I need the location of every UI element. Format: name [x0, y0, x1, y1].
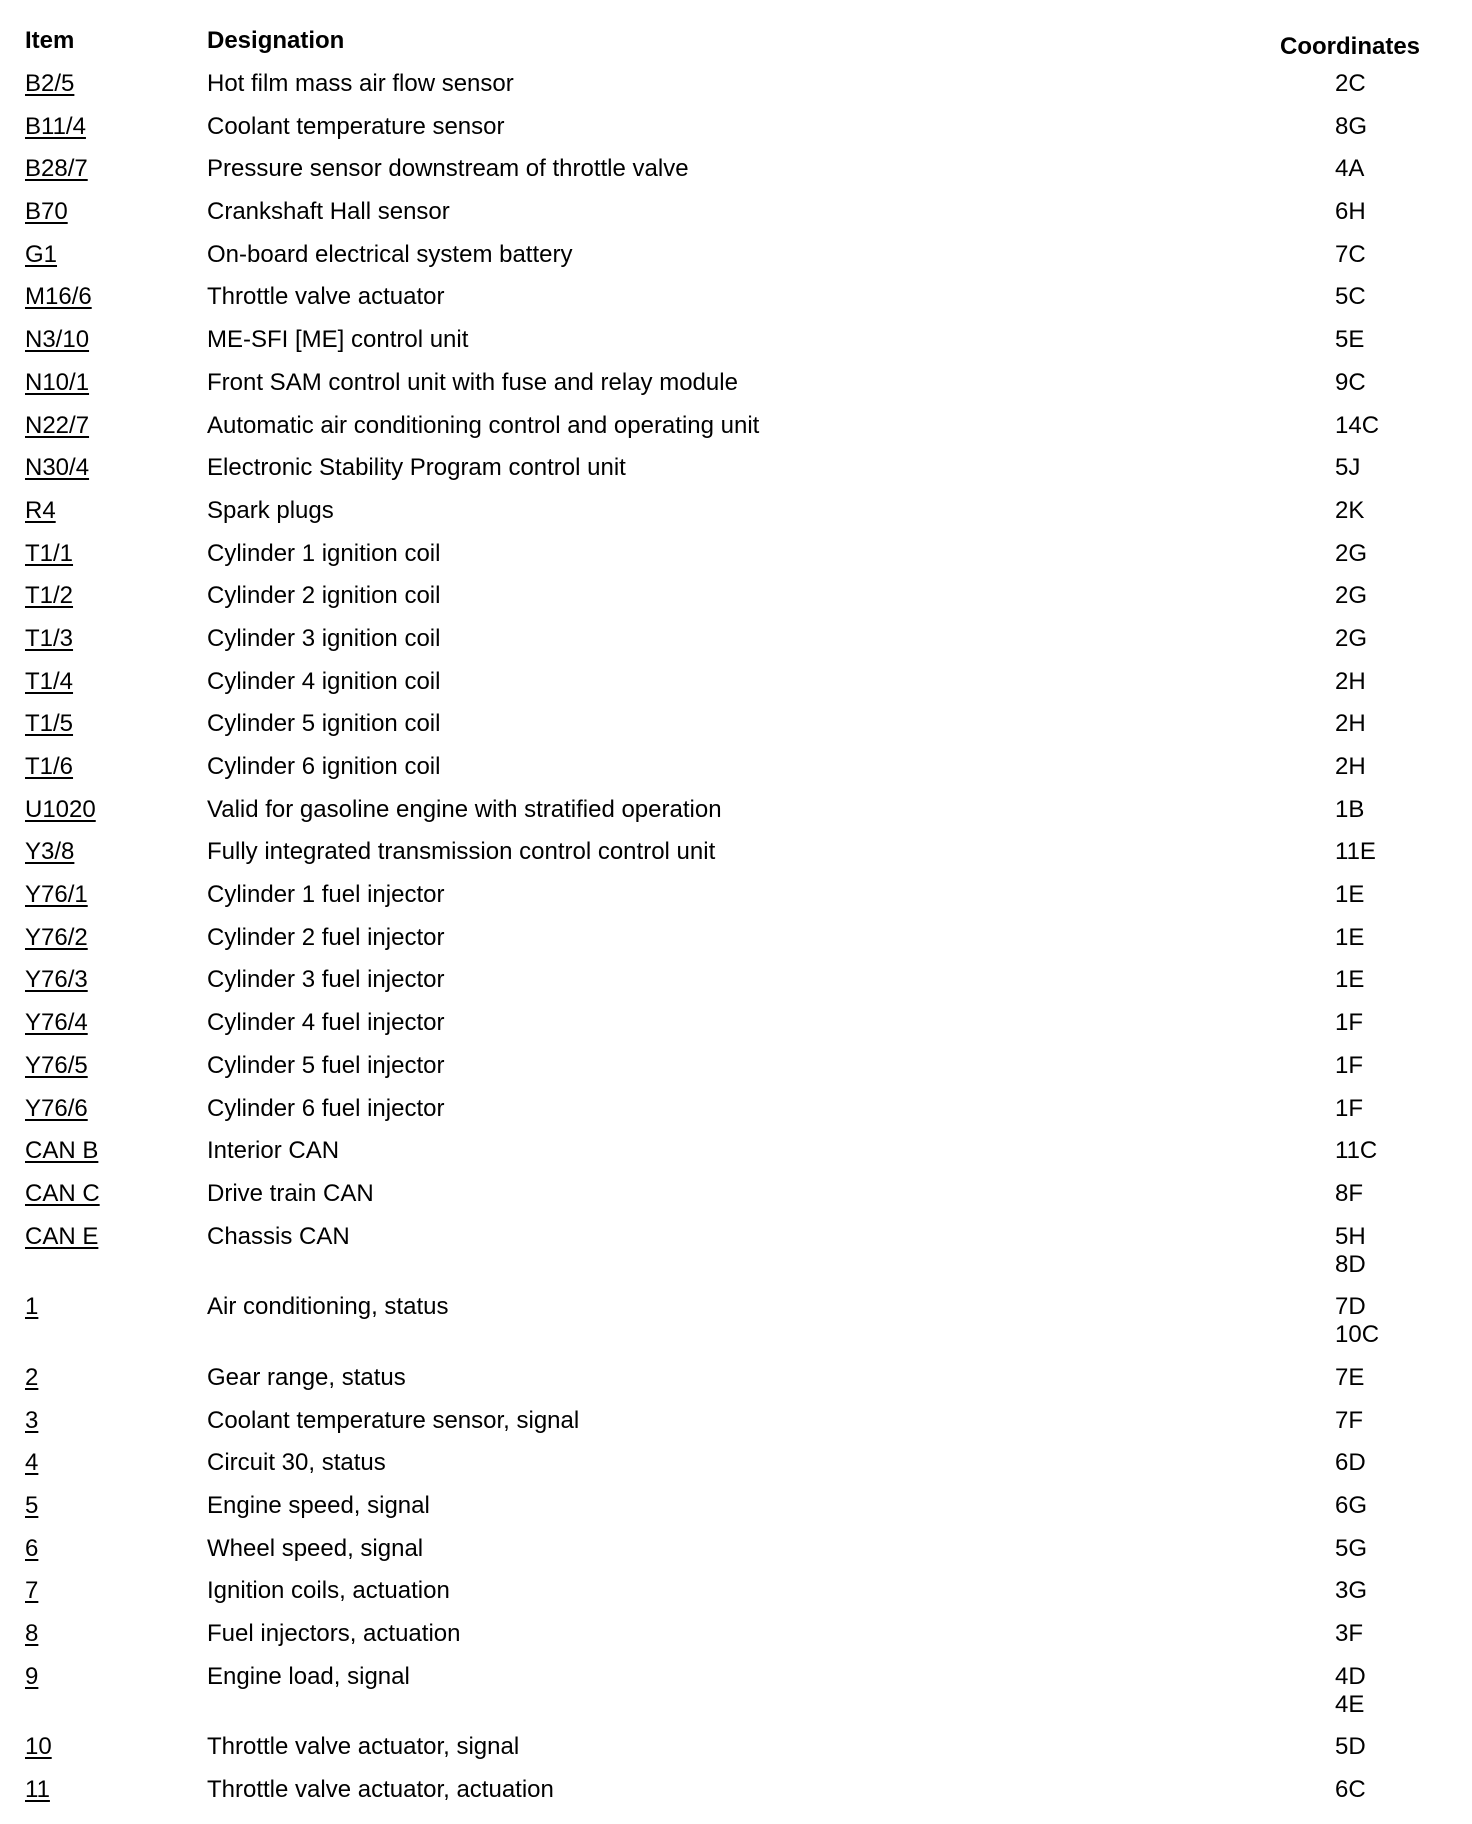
coordinate-value: 9C	[1335, 368, 1366, 396]
table-row	[0, 966, 1472, 1009]
coordinates-cell	[1309, 1223, 1366, 1279]
item-link[interactable]: CAN E	[25, 1222, 99, 1250]
designation-cell: Cylinder 3 fuel injector	[207, 966, 445, 994]
coordinate-value: 5D	[1335, 1733, 1366, 1761]
designation-cell: Drive train CAN	[207, 1179, 374, 1207]
coordinates-cell	[1309, 198, 1366, 226]
designation-cell: Chassis CAN	[207, 1222, 350, 1250]
coordinate-value: 6C	[1335, 1776, 1366, 1804]
designation-cell: Interior CAN	[207, 1137, 340, 1165]
coordinates-cell	[1309, 881, 1364, 909]
item-cell	[0, 326, 207, 354]
coordinate-value: 7F	[1335, 1406, 1364, 1434]
item-link[interactable]: 10	[25, 1733, 52, 1761]
item-link[interactable]: B11/4	[25, 112, 86, 140]
item-link[interactable]: T1/2	[25, 582, 74, 610]
designation-cell: Cylinder 1 ignition coil	[207, 539, 441, 567]
item-cell	[0, 881, 207, 909]
designation-cell: Fully integrated transmission control control unit	[207, 838, 716, 866]
designation-cell: Front SAM control unit with fuse and relay module	[207, 368, 738, 396]
coordinates-cell	[1309, 70, 1366, 98]
item-cell	[0, 1577, 207, 1605]
item-cell	[0, 1492, 207, 1520]
coordinate-value: 6G	[1335, 1492, 1368, 1519]
item-cell	[0, 1733, 207, 1761]
coordinate-value: 8G	[1335, 112, 1368, 140]
item-cell	[0, 1535, 207, 1563]
item-cell	[0, 1223, 207, 1251]
table-row	[0, 1009, 1472, 1052]
item-link[interactable]: N10/1	[25, 368, 90, 396]
coordinate-value: 2G	[1335, 582, 1368, 610]
coordinate-value: 11C	[1335, 1137, 1378, 1165]
coordinates-cell	[1309, 1733, 1366, 1761]
table-row	[0, 1492, 1472, 1535]
coordinate-value: 5H	[1335, 1222, 1366, 1250]
coordinate-value: 5J	[1335, 454, 1361, 482]
coordinates-cell	[1309, 1492, 1367, 1520]
item-link[interactable]: Y76/6	[25, 1094, 88, 1122]
item-link[interactable]: 11	[25, 1776, 50, 1804]
designation-cell: Cylinder 2 fuel injector	[207, 923, 445, 951]
designation-cell: Throttle valve actuator	[207, 283, 445, 311]
item-link[interactable]: 2	[25, 1363, 39, 1391]
coordinate-value: 8F	[1335, 1179, 1364, 1207]
item-cell	[0, 924, 207, 952]
coordinate-value: 2G	[1335, 539, 1368, 567]
item-link[interactable]: 1	[25, 1293, 39, 1321]
coordinate-value: 10C	[1335, 1321, 1380, 1349]
item-cell	[0, 668, 207, 696]
designation-cell: Automatic air conditioning control and operating unit	[207, 411, 760, 439]
table-row	[0, 283, 1472, 326]
item-cell	[0, 1137, 207, 1165]
designation-cell: Cylinder 4 fuel injector	[207, 1009, 445, 1037]
table-row	[0, 881, 1472, 924]
coordinates-cell	[1309, 796, 1364, 824]
item-cell	[0, 1009, 207, 1037]
item-link[interactable]: T1/3	[25, 624, 74, 652]
table-row	[0, 1095, 1472, 1138]
coordinates-cell	[1309, 1052, 1363, 1080]
coordinate-value: 2H	[1335, 710, 1366, 738]
coordinates-cell	[1309, 1009, 1363, 1037]
coordinate-value: 4A	[1335, 155, 1365, 183]
coordinates-cell	[1309, 582, 1367, 610]
coordinate-value: 11E	[1335, 838, 1376, 866]
item-link[interactable]: 8	[25, 1620, 39, 1648]
item-cell	[0, 625, 207, 653]
item-link[interactable]: 7	[25, 1577, 39, 1605]
table-row	[0, 924, 1472, 967]
coordinate-value: 2H	[1335, 667, 1366, 695]
designation-cell: Coolant temperature sensor	[207, 112, 505, 140]
item-cell	[0, 1180, 207, 1208]
coordinates-cell	[1309, 412, 1379, 440]
header-item: Item	[25, 27, 75, 54]
table-row	[0, 326, 1472, 369]
item-cell	[0, 1364, 207, 1392]
item-cell	[0, 454, 207, 482]
item-link[interactable]: 6	[25, 1534, 39, 1562]
coordinates-cell	[1309, 1137, 1377, 1165]
item-cell	[0, 966, 207, 994]
table-row	[0, 1577, 1472, 1620]
designation-cell: Air conditioning, status	[207, 1293, 449, 1321]
table-row	[0, 838, 1472, 881]
designation-cell: Coolant temperature sensor, signal	[207, 1406, 580, 1434]
table-row	[0, 1663, 1472, 1734]
table-row	[0, 241, 1472, 284]
coordinate-value: 1B	[1335, 795, 1365, 823]
table-row	[0, 1620, 1472, 1663]
item-link[interactable]: 5	[25, 1492, 39, 1519]
item-link[interactable]: Y76/2	[25, 923, 88, 951]
designation-cell: Electronic Stability Program control unit	[207, 454, 626, 482]
table-row	[0, 668, 1472, 711]
coordinate-value: 5C	[1335, 283, 1366, 311]
coordinates-cell	[1309, 283, 1366, 311]
coordinate-value: 5E	[1335, 326, 1365, 354]
table-row	[0, 540, 1472, 583]
designation-cell: Cylinder 6 fuel injector	[207, 1094, 445, 1122]
table-row	[0, 753, 1472, 796]
coordinate-value: 1E	[1335, 966, 1365, 994]
item-cell	[0, 1052, 207, 1080]
table-row	[0, 1535, 1472, 1578]
designation-cell: Cylinder 2 ignition coil	[207, 582, 441, 610]
coordinate-value: 2G	[1335, 624, 1368, 652]
designation-cell: Gear range, status	[207, 1363, 406, 1391]
item-cell	[0, 155, 207, 183]
coordinate-value: 2H	[1335, 753, 1366, 780]
coordinates-cell	[1309, 838, 1376, 866]
coordinates-cell	[1309, 1364, 1364, 1392]
item-link[interactable]: N3/10	[25, 326, 90, 354]
item-cell	[0, 710, 207, 738]
coordinate-value: 3G	[1335, 1577, 1368, 1605]
table-row	[0, 1733, 1472, 1776]
coordinate-value: 2C	[1335, 70, 1366, 97]
designation-cell: Engine speed, signal	[207, 1492, 430, 1519]
item-link[interactable]: 3	[25, 1406, 39, 1434]
coordinates-cell	[1309, 1449, 1366, 1477]
table-row	[0, 1180, 1472, 1223]
item-link[interactable]: R4	[25, 496, 56, 524]
coordinates-cell	[1309, 155, 1364, 183]
designation-cell: Throttle valve actuator, actuation	[207, 1776, 554, 1804]
designation-cell: Cylinder 5 ignition coil	[207, 710, 441, 738]
item-cell	[0, 1663, 207, 1691]
item-cell	[0, 838, 207, 866]
designation-cell: Ignition coils, actuation	[207, 1577, 450, 1605]
item-cell	[0, 1293, 207, 1321]
item-link[interactable]: U1020	[25, 795, 96, 823]
coordinates-cell	[1309, 326, 1364, 354]
item-link[interactable]: T1/6	[25, 753, 74, 780]
designation-cell: Cylinder 4 ignition coil	[207, 667, 441, 695]
coordinates-cell	[1309, 753, 1366, 781]
designation-cell: Engine load, signal	[207, 1662, 410, 1690]
table-row	[0, 1223, 1472, 1294]
table-row	[0, 454, 1472, 497]
legend-rows	[0, 70, 1472, 1819]
designation-cell: Cylinder 6 ignition coil	[207, 753, 441, 780]
table-row	[0, 625, 1472, 668]
coordinates-cell	[1309, 540, 1367, 568]
table-row	[0, 1137, 1472, 1180]
coordinate-value: 1E	[1335, 881, 1365, 909]
coordinates-cell	[1309, 1293, 1379, 1349]
item-link[interactable]: B70	[25, 198, 68, 226]
table-row	[0, 1052, 1472, 1095]
coordinate-value: 8D	[1335, 1250, 1366, 1278]
item-cell	[0, 540, 207, 568]
header-coordinates: Coordinates	[1280, 33, 1421, 60]
table-row	[0, 582, 1472, 625]
designation-cell: Valid for gasoline engine with stratified operation	[207, 795, 722, 823]
item-cell	[0, 1449, 207, 1477]
coordinate-value: 1F	[1335, 1094, 1364, 1122]
item-link[interactable]: G1	[25, 240, 58, 268]
item-link[interactable]: Y76/1	[25, 881, 88, 909]
table-row	[0, 1364, 1472, 1407]
table-row	[0, 1449, 1472, 1492]
table-row	[0, 497, 1472, 540]
designation-cell: Cylinder 3 ignition coil	[207, 624, 441, 652]
item-link[interactable]: T1/1	[25, 539, 74, 567]
designation-cell: Pressure sensor downstream of throttle valve	[207, 155, 689, 183]
designation-cell: Cylinder 1 fuel injector	[207, 881, 445, 909]
coordinates-cell	[1309, 1407, 1363, 1435]
table-row	[0, 113, 1472, 156]
item-cell	[0, 369, 207, 397]
coordinates-cell	[1309, 454, 1360, 482]
coordinates-cell	[1309, 1535, 1367, 1563]
item-link[interactable]: CAN C	[25, 1179, 100, 1207]
item-link[interactable]: N22/7	[25, 411, 90, 439]
coordinate-value: 1F	[1335, 1009, 1364, 1037]
table-row	[0, 710, 1472, 753]
coordinate-value: 6D	[1335, 1449, 1366, 1477]
designation-cell: Hot film mass air flow sensor	[207, 70, 514, 97]
header-designation: Designation	[207, 27, 345, 54]
coordinates-cell	[1309, 1776, 1366, 1804]
item-cell	[0, 113, 207, 141]
designation-cell: Circuit 30, status	[207, 1449, 386, 1477]
designation-cell: Cylinder 5 fuel injector	[207, 1051, 445, 1079]
item-cell	[0, 70, 207, 98]
item-cell	[0, 753, 207, 781]
table-row	[0, 198, 1472, 241]
item-cell	[0, 1095, 207, 1123]
item-link[interactable]: N30/4	[25, 454, 90, 482]
designation-cell: Spark plugs	[207, 496, 334, 524]
item-cell	[0, 198, 207, 226]
coordinate-value: 14C	[1335, 411, 1380, 439]
item-link[interactable]: M16/6	[25, 283, 92, 311]
table-row	[0, 155, 1472, 198]
coordinate-value: 3F	[1335, 1620, 1364, 1648]
item-link[interactable]: Y76/5	[25, 1051, 88, 1079]
coordinate-value: 4D	[1335, 1662, 1366, 1690]
item-link[interactable]: B28/7	[25, 155, 88, 183]
coordinate-value: 7D	[1335, 1293, 1366, 1321]
table-row	[0, 369, 1472, 412]
coordinate-value: 7E	[1335, 1363, 1365, 1391]
coordinates-cell	[1309, 1180, 1363, 1208]
coordinates-cell	[1309, 1577, 1367, 1605]
coordinate-value: 1E	[1335, 923, 1365, 951]
designation-cell: Crankshaft Hall sensor	[207, 198, 450, 226]
coordinates-cell	[1309, 625, 1367, 653]
item-cell	[0, 241, 207, 269]
table-row	[0, 1407, 1472, 1450]
coordinates-cell	[1309, 924, 1364, 952]
coordinates-cell	[1309, 369, 1366, 397]
item-link[interactable]: Y76/3	[25, 966, 88, 994]
coordinates-cell	[1309, 1663, 1366, 1719]
coordinates-cell	[1309, 668, 1366, 696]
table-row	[0, 1293, 1472, 1364]
table-row	[0, 796, 1472, 839]
coordinates-cell	[1309, 241, 1366, 269]
coordinate-value: 2K	[1335, 496, 1365, 524]
coordinates-cell	[1309, 710, 1366, 738]
coordinate-value: 4E	[1335, 1690, 1365, 1718]
coordinates-cell	[1309, 113, 1367, 141]
designation-cell: Fuel injectors, actuation	[207, 1620, 461, 1648]
designation-cell: Wheel speed, signal	[207, 1534, 424, 1562]
item-cell	[0, 1620, 207, 1648]
coordinate-value: 7C	[1335, 240, 1366, 268]
table-row	[0, 1776, 1472, 1819]
item-link[interactable]: Y3/8	[25, 838, 75, 866]
coordinates-cell	[1309, 497, 1364, 525]
item-link[interactable]: 4	[25, 1449, 39, 1477]
item-link[interactable]: B2/5	[25, 70, 75, 97]
item-cell	[0, 412, 207, 440]
table-row	[0, 70, 1472, 113]
item-cell	[0, 582, 207, 610]
item-cell	[0, 796, 207, 824]
designation-cell: ME-SFI [ME] control unit	[207, 326, 469, 354]
coordinates-cell	[1309, 1095, 1363, 1123]
item-link[interactable]: T1/5	[25, 710, 74, 738]
item-cell	[0, 1776, 207, 1804]
designation-cell: On-board electrical system battery	[207, 240, 573, 268]
coordinate-value: 1F	[1335, 1051, 1364, 1079]
coordinates-cell	[1309, 1620, 1363, 1648]
item-cell	[0, 1407, 207, 1435]
item-link[interactable]: CAN B	[25, 1137, 99, 1165]
item-link[interactable]: 9	[25, 1662, 39, 1690]
table-row	[0, 412, 1472, 455]
item-link[interactable]: Y76/4	[25, 1009, 88, 1037]
item-cell	[0, 497, 207, 525]
designation-cell: Throttle valve actuator, signal	[207, 1733, 520, 1761]
item-cell	[0, 283, 207, 311]
coordinate-value: 6H	[1335, 198, 1366, 226]
item-link[interactable]: T1/4	[25, 667, 74, 695]
coordinate-value: 5G	[1335, 1534, 1368, 1562]
coordinates-cell	[1309, 966, 1364, 994]
